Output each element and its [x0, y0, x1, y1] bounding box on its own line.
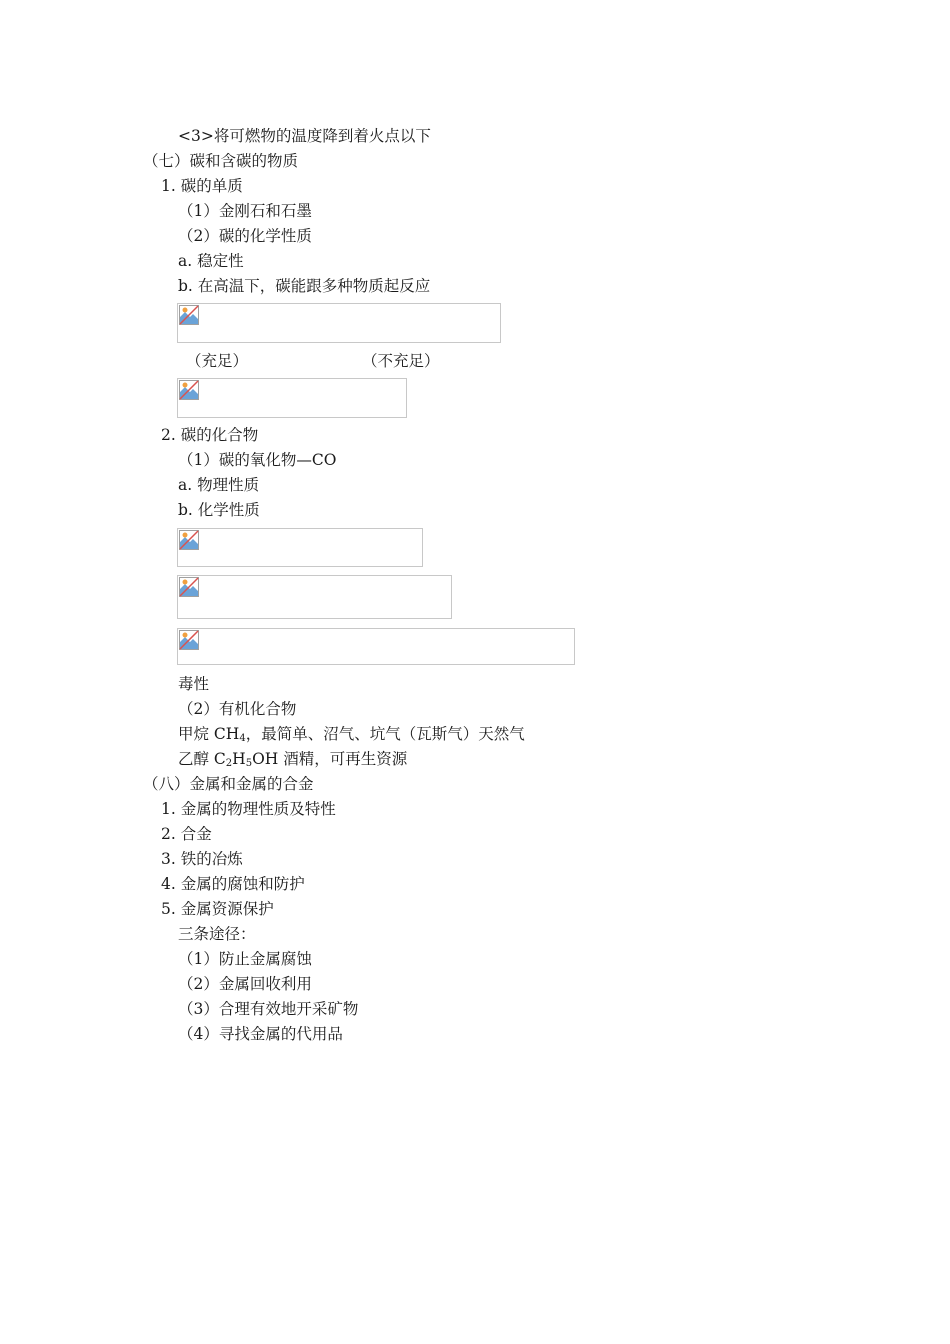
text-line: <3>将可燃物的温度降到着火点以下	[178, 127, 431, 145]
broken-image-icon	[179, 380, 199, 400]
broken-image-icon	[179, 305, 199, 325]
ethanol-text: H	[232, 750, 246, 768]
text-line: 5. 金属资源保护	[161, 900, 274, 918]
text-line: 4. 金属的腐蚀和防护	[161, 875, 305, 893]
text-line: （2）碳的化学性质	[178, 227, 312, 245]
ethanol-text: OH 酒精，可再生资源	[252, 750, 408, 768]
subscript: 2	[225, 758, 233, 769]
text-line: 毒性	[178, 675, 210, 693]
text-line: 2. 合金	[161, 825, 212, 843]
broken-image-icon	[179, 630, 199, 650]
text-line: b. 化学性质	[178, 501, 260, 519]
text-line: b. 在高温下，碳能跟多种物质起反应	[178, 277, 431, 295]
text-line: （1）金刚石和石墨	[178, 202, 312, 220]
text-line: a. 物理性质	[178, 476, 260, 494]
ethanol-line	[178, 748, 407, 775]
text-line: 三条途径：	[178, 925, 256, 943]
equation-image-placeholder	[177, 378, 407, 418]
text-line: （充足）	[186, 352, 249, 370]
text-line: （1）防止金属腐蚀	[178, 950, 312, 968]
subscript: 4	[239, 733, 246, 744]
equation-image-placeholder	[177, 628, 575, 665]
subscript: 5	[245, 758, 253, 769]
text-line: （2）金属回收利用	[178, 975, 312, 993]
broken-image-icon	[179, 530, 199, 550]
ethanol-text: 乙醇 C	[178, 750, 226, 768]
text-line: 2. 碳的化合物	[161, 426, 259, 444]
equation-image-placeholder	[177, 528, 423, 567]
text-line: 1. 金属的物理性质及特性	[161, 800, 336, 818]
text-line: （2）有机化合物	[178, 700, 297, 718]
broken-image-icon	[179, 577, 199, 597]
equation-image-placeholder	[177, 303, 501, 343]
text-line: a. 稳定性	[178, 252, 244, 270]
text-line: 3. 铁的冶炼	[161, 850, 243, 868]
methane-text: 甲烷 CH	[178, 725, 240, 743]
text-line: 1. 碳的单质	[161, 177, 243, 195]
text-line: （3）合理有效地开采矿物	[178, 1000, 359, 1018]
equation-image-placeholder	[177, 575, 452, 619]
section-heading: （八）金属和金属的合金	[143, 775, 314, 793]
section-heading: （七）碳和含碳的物质	[143, 152, 299, 170]
text-line: （4）寻找金属的代用品	[178, 1025, 343, 1043]
text-line: （不充足）	[362, 352, 440, 370]
text-line: （1）碳的氧化物—CO	[178, 451, 337, 469]
methane-line	[178, 723, 525, 750]
methane-text: ，最简单、沼气、坑气（瓦斯气）天然气	[245, 725, 525, 743]
